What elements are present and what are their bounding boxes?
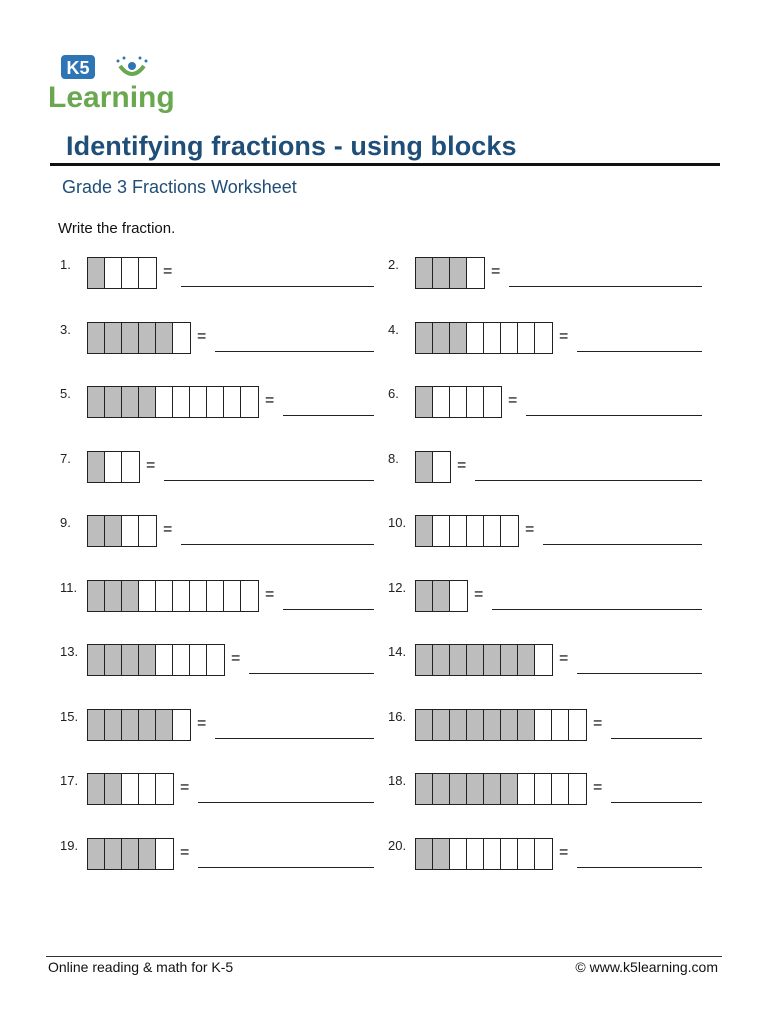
shaded-block (433, 710, 450, 740)
answer-line[interactable] (492, 609, 702, 610)
empty-block (207, 645, 224, 675)
problem-item (388, 644, 702, 680)
logo-badge-text: K5 (66, 58, 90, 78)
empty-block (467, 323, 484, 353)
shaded-block (88, 258, 105, 288)
fraction-blocks (415, 644, 553, 676)
empty-block (535, 645, 552, 675)
empty-block (484, 516, 501, 546)
shaded-block (467, 774, 484, 804)
problem-item (388, 322, 702, 358)
problem-number: 16. (388, 709, 407, 724)
empty-block (552, 710, 569, 740)
shaded-block (156, 710, 173, 740)
shaded-block (501, 710, 518, 740)
empty-block (207, 387, 224, 417)
answer-line[interactable] (215, 351, 374, 352)
empty-block (535, 323, 552, 353)
shaded-block (139, 839, 156, 869)
empty-block (173, 323, 190, 353)
worksheet-title: Identifying fractions - using blocks (66, 131, 517, 161)
shaded-block (122, 839, 139, 869)
fraction-blocks (87, 580, 259, 612)
fraction-blocks (87, 773, 174, 805)
empty-block (190, 581, 207, 611)
footer-tagline: Online reading & math for K-5 (48, 959, 234, 975)
empty-block (501, 323, 518, 353)
shaded-block (501, 774, 518, 804)
equals-sign: = (163, 521, 173, 538)
empty-block (501, 839, 518, 869)
shaded-block (416, 516, 433, 546)
fraction-blocks (87, 257, 157, 289)
empty-block (207, 581, 224, 611)
shaded-block (105, 645, 122, 675)
equals-sign: = (559, 650, 569, 667)
fraction-blocks (415, 580, 468, 612)
problem-number: 13. (60, 644, 79, 659)
empty-block (569, 774, 586, 804)
empty-block (241, 387, 258, 417)
fraction-blocks (415, 838, 553, 870)
equals-sign: = (508, 392, 518, 409)
fraction-blocks (415, 709, 587, 741)
shaded-block (105, 323, 122, 353)
equals-sign: = (474, 586, 484, 603)
answer-line[interactable] (181, 544, 374, 545)
equals-sign: = (197, 328, 207, 345)
empty-block (569, 710, 586, 740)
equals-sign: = (491, 263, 501, 280)
answer-line[interactable] (611, 802, 702, 803)
problem-item (60, 257, 374, 293)
shaded-block (122, 387, 139, 417)
empty-block (501, 516, 518, 546)
answer-line[interactable] (164, 480, 374, 481)
empty-block (484, 387, 501, 417)
problem-item (388, 580, 702, 616)
shaded-block (416, 452, 433, 482)
shaded-block (416, 258, 433, 288)
shaded-block (467, 645, 484, 675)
shaded-block (433, 323, 450, 353)
problem-number: 15. (60, 709, 79, 724)
problem-item (60, 451, 374, 487)
shaded-block (416, 774, 433, 804)
empty-block (156, 645, 173, 675)
empty-block (535, 774, 552, 804)
empty-block (139, 258, 156, 288)
problem-item (388, 709, 702, 745)
shaded-block (518, 645, 535, 675)
problem-number: 17. (60, 773, 79, 788)
empty-block (450, 387, 467, 417)
footer-website: © www.k5learning.com (575, 959, 718, 975)
empty-block (105, 452, 122, 482)
problem-item (388, 838, 702, 874)
shaded-block (416, 710, 433, 740)
answer-line[interactable] (543, 544, 702, 545)
worksheet-subtitle: Grade 3 Fractions Worksheet (62, 177, 297, 197)
problem-number: 18. (388, 773, 407, 788)
shaded-block (88, 581, 105, 611)
fraction-blocks (87, 644, 225, 676)
problem-number: 12. (388, 580, 407, 595)
shaded-block (88, 710, 105, 740)
empty-block (535, 710, 552, 740)
empty-block (156, 839, 173, 869)
problem-item (60, 515, 374, 551)
empty-block (122, 516, 139, 546)
problem-number: 3. (60, 322, 71, 337)
empty-block (450, 581, 467, 611)
equals-sign: = (559, 328, 569, 345)
shaded-block (88, 387, 105, 417)
fraction-blocks (87, 838, 174, 870)
empty-block (467, 258, 484, 288)
empty-block (433, 452, 450, 482)
answer-line[interactable] (215, 738, 374, 739)
empty-block (433, 387, 450, 417)
problem-item (60, 644, 374, 680)
empty-block (535, 839, 552, 869)
fraction-blocks (87, 451, 140, 483)
shaded-block (518, 710, 535, 740)
shaded-block (122, 645, 139, 675)
shaded-block (139, 387, 156, 417)
empty-block (450, 839, 467, 869)
shaded-block (433, 645, 450, 675)
answer-line[interactable] (283, 415, 374, 416)
logo-figure-icon (117, 57, 148, 75)
empty-block (433, 516, 450, 546)
shaded-block (416, 645, 433, 675)
empty-block (156, 581, 173, 611)
shaded-block (105, 710, 122, 740)
instruction-text: Write the fraction. (58, 220, 176, 237)
shaded-block (105, 839, 122, 869)
shaded-block (139, 645, 156, 675)
shaded-block (122, 710, 139, 740)
fraction-blocks (87, 709, 191, 741)
logo-badge (60, 54, 96, 80)
answer-line[interactable] (526, 415, 702, 416)
answer-line[interactable] (475, 480, 702, 481)
answer-line[interactable] (198, 867, 374, 868)
shaded-block (416, 387, 433, 417)
problem-item (60, 838, 374, 874)
shaded-block (416, 581, 433, 611)
shaded-block (122, 323, 139, 353)
answer-line[interactable] (249, 673, 374, 674)
shaded-block (88, 323, 105, 353)
answer-line[interactable] (509, 286, 702, 287)
empty-block (105, 258, 122, 288)
equals-sign: = (593, 715, 603, 732)
problem-number: 11. (60, 580, 78, 595)
problem-item (60, 386, 374, 422)
empty-block (450, 516, 467, 546)
fraction-blocks (87, 386, 259, 418)
equals-sign: = (197, 715, 207, 732)
empty-block (224, 581, 241, 611)
empty-block (467, 387, 484, 417)
shaded-block (122, 581, 139, 611)
shaded-block (450, 258, 467, 288)
problem-number: 6. (388, 386, 399, 401)
empty-block (122, 774, 139, 804)
equals-sign: = (180, 844, 190, 861)
problem-item (388, 515, 702, 551)
answer-line[interactable] (198, 802, 374, 803)
shaded-block (105, 581, 122, 611)
footer-divider (46, 956, 722, 957)
problem-number: 10. (388, 515, 407, 530)
fraction-blocks (87, 515, 157, 547)
fraction-blocks (415, 322, 553, 354)
shaded-block (433, 839, 450, 869)
empty-block (139, 774, 156, 804)
equals-sign: = (457, 457, 467, 474)
shaded-block (156, 323, 173, 353)
equals-sign: = (231, 650, 241, 667)
shaded-block (416, 839, 433, 869)
shaded-block (467, 710, 484, 740)
answer-line[interactable] (577, 673, 702, 674)
shaded-block (105, 516, 122, 546)
shaded-block (105, 387, 122, 417)
shaded-block (484, 774, 501, 804)
problem-number: 5. (60, 386, 71, 401)
equals-sign: = (559, 844, 569, 861)
empty-block (518, 839, 535, 869)
empty-block (467, 516, 484, 546)
shaded-block (450, 323, 467, 353)
problem-number: 9. (60, 515, 71, 530)
empty-block (518, 774, 535, 804)
fraction-blocks (415, 515, 519, 547)
logo-word: Learning (48, 81, 175, 114)
k5-learning-logo (48, 52, 188, 114)
empty-block (122, 258, 139, 288)
empty-block (173, 645, 190, 675)
shaded-block (484, 645, 501, 675)
answer-line[interactable] (283, 609, 374, 610)
shaded-block (416, 323, 433, 353)
shaded-block (139, 323, 156, 353)
problem-number: 19. (60, 838, 79, 853)
shaded-block (433, 774, 450, 804)
empty-block (156, 774, 173, 804)
answer-line[interactable] (181, 286, 374, 287)
equals-sign: = (265, 392, 275, 409)
problem-item (60, 773, 374, 809)
empty-block (484, 323, 501, 353)
shaded-block (105, 774, 122, 804)
shaded-block (450, 645, 467, 675)
shaded-block (484, 710, 501, 740)
shaded-block (450, 774, 467, 804)
problem-number: 8. (388, 451, 399, 466)
shaded-block (88, 645, 105, 675)
problem-item (388, 451, 702, 487)
problem-number: 20. (388, 838, 407, 853)
empty-block (173, 387, 190, 417)
shaded-block (88, 839, 105, 869)
empty-block (518, 323, 535, 353)
problem-number: 14. (388, 644, 407, 659)
empty-block (190, 645, 207, 675)
fraction-blocks (415, 773, 587, 805)
shaded-block (88, 516, 105, 546)
equals-sign: = (146, 457, 156, 474)
problem-number: 1. (60, 257, 71, 272)
problem-item (60, 322, 374, 358)
empty-block (224, 387, 241, 417)
answer-line[interactable] (577, 867, 702, 868)
problem-number: 2. (388, 257, 399, 272)
empty-block (173, 710, 190, 740)
fraction-blocks (415, 451, 451, 483)
empty-block (173, 581, 190, 611)
shaded-block (433, 258, 450, 288)
answer-line[interactable] (611, 738, 702, 739)
fraction-blocks (415, 386, 502, 418)
empty-block (484, 839, 501, 869)
equals-sign: = (163, 263, 173, 280)
empty-block (190, 387, 207, 417)
problem-item (388, 386, 702, 422)
empty-block (467, 839, 484, 869)
problem-item (60, 709, 374, 745)
equals-sign: = (180, 779, 190, 796)
shaded-block (88, 774, 105, 804)
empty-block (139, 581, 156, 611)
equals-sign: = (593, 779, 603, 796)
shaded-block (88, 452, 105, 482)
problem-number: 4. (388, 322, 399, 337)
equals-sign: = (265, 586, 275, 603)
empty-block (139, 516, 156, 546)
answer-line[interactable] (577, 351, 702, 352)
shaded-block (450, 710, 467, 740)
empty-block (156, 387, 173, 417)
title-divider (50, 163, 720, 166)
equals-sign: = (525, 521, 535, 538)
empty-block (241, 581, 258, 611)
shaded-block (501, 645, 518, 675)
empty-block (552, 774, 569, 804)
problem-item (388, 773, 702, 809)
empty-block (122, 452, 139, 482)
fraction-blocks (415, 257, 485, 289)
shaded-block (433, 581, 450, 611)
problem-item (60, 580, 374, 616)
problem-item (388, 257, 702, 293)
fraction-blocks (87, 322, 191, 354)
problem-number: 7. (60, 451, 71, 466)
shaded-block (139, 710, 156, 740)
